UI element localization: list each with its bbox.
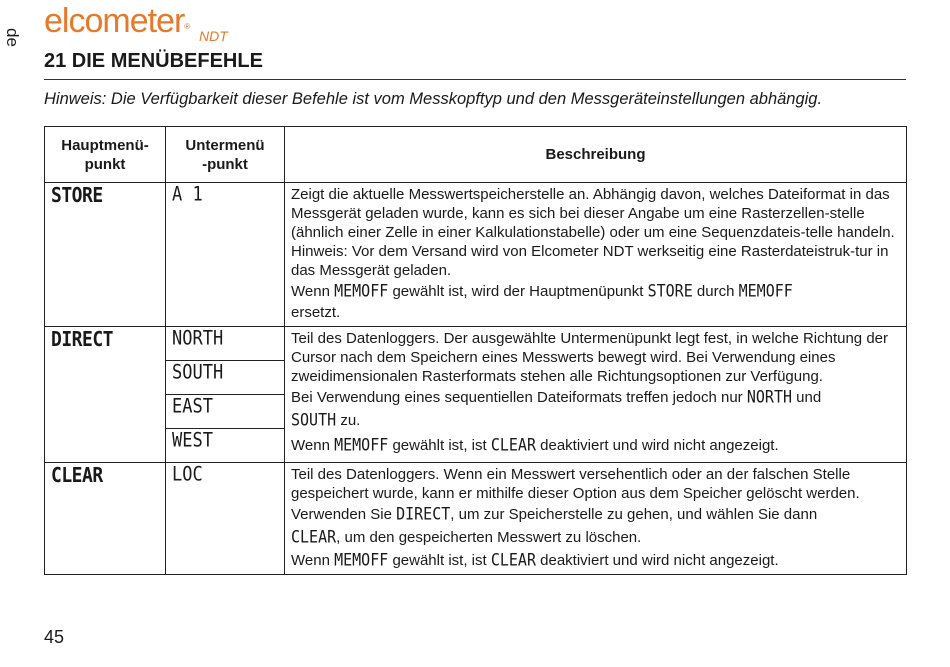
menu-commands-table bbox=[44, 126, 907, 575]
sub-item-a1: A 1 bbox=[166, 183, 285, 327]
page-title: 21 DIE MENÜBEFEHLE bbox=[44, 50, 263, 72]
availability-note: Hinweis: Die Verfügbarkeit dieser Befehle ist vom Messkopftyp und den Messgeräteinstellungen abhängig. bbox=[44, 90, 823, 108]
sub-item-west: WEST bbox=[166, 429, 285, 463]
header-main-menu: Hauptmenü- punkt bbox=[45, 127, 166, 183]
description-store: Zeigt die aktuelle Messwertspeicherstelle an. Abhängig davon, welches Dateiformat in das Messgerät geladen wurde, kann es sich bei dieser Angabe um eine Rasterzellen-stelle (ähnlich einer Zelle in einer Kalkulationstabelle) oder um eine Sequenzdateis-telle handeln. Hinweis: Vor dem Versand wird von Elcometer NDT werkseitig eine Rasterdateistruk-tur in das Messgerät geladen. Wenn MEMOFF gewählt ist, wird der Hauptmenüpunkt STORE durch MEMOFF ersetzt. bbox=[285, 183, 907, 327]
table-header-row bbox=[45, 127, 907, 183]
header-description: Beschreibung bbox=[285, 127, 907, 183]
language-tab: de bbox=[3, 28, 22, 47]
main-item-store: STORE bbox=[45, 183, 166, 327]
sub-item-north: NORTH bbox=[166, 327, 285, 361]
logo-subtitle: NDT bbox=[199, 28, 228, 44]
sub-item-east: EAST bbox=[166, 395, 285, 429]
table-row-direct bbox=[45, 327, 907, 361]
title-divider bbox=[44, 79, 906, 80]
main-item-clear: CLEAR bbox=[45, 463, 166, 575]
description-clear: Teil des Datenloggers. Wenn ein Messwert versehentlich oder an der falschen Stelle gespeichert wurde, kann er mithilfe dieser Option aus dem Speicher gelöscht werden. Verwenden Sie DIRECT, um zur Speicherstelle zu gehen, und wählen Sie dann CLEAR, um den gespeicherten Messwert zu löschen. Wenn MEMOFF gewählt ist, ist CLEAR deaktiviert und wird nicht angezeigt. bbox=[285, 463, 907, 575]
table-row-clear bbox=[45, 463, 907, 575]
sub-item-south: SOUTH bbox=[166, 361, 285, 395]
logo-registered-mark: ® bbox=[184, 22, 191, 31]
header-sub-menu: Untermenü -punkt bbox=[166, 127, 285, 183]
sub-item-loc: LOC bbox=[166, 463, 285, 575]
main-item-direct: DIRECT bbox=[45, 327, 166, 463]
logo-wordmark: elcometer bbox=[44, 2, 185, 40]
page-number: 45 bbox=[44, 627, 65, 647]
description-direct: Teil des Datenloggers. Der ausgewählte Untermenüpunkt legt fest, in welche Richtung der Cursor nach dem Speichern eines Messwerts bewegt wird. Bei Verwendung eines zweidimensionalen Rasterformats stehen alle Richtungsoptionen zur Verfügung. Bei Verwendung eines sequentiellen Dateiformats treffen jedoch nur NORTH und SOUTH zu. Wenn MEMOFF gewählt ist, ist CLEAR deaktiviert und wird nicht angezeigt. bbox=[285, 327, 907, 463]
elcometer-logo bbox=[44, 2, 228, 46]
table-row-store bbox=[45, 183, 907, 327]
